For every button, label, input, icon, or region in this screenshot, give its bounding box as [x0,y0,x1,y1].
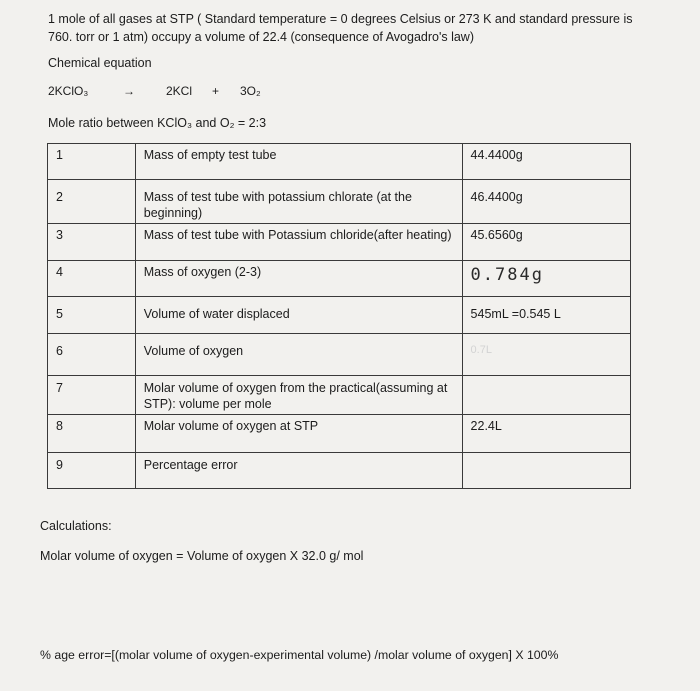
equation-reactant: 2KClO₃ [48,84,89,98]
row-number: 1 [48,144,136,180]
row-description: Mass of empty test tube [135,144,462,180]
data-table [47,143,631,489]
row-number: 9 [48,453,136,489]
row-value: 44.4400g [462,144,630,180]
equation-product-1: 2KCl [166,84,193,98]
row-description: Mass of test tube with potassium chlorate (at the beginning) [135,180,462,224]
handwritten-value: 0.784g [462,261,630,297]
row-description: Molar volume of oxygen at STP [135,415,462,453]
percent-error-formula: % age error=[(molar volume of oxygen-experimental volume) /molar volume of oxygen] X 100% [40,648,559,662]
row-description: Mass of test tube with Potassium chloride(after heating) [135,224,462,261]
intro-line-2: 760. torr or 1 atm) occupy a volume of 22.4 (consequence of Avogadro's law) [48,30,475,44]
row-description: Volume of oxygen [135,334,462,376]
table-row [48,144,631,180]
intro-line-1: 1 mole of all gases at STP ( Standard temperature = 0 degrees Celsius or 273 K and standard pressure is [48,12,633,26]
row-value: 22.4L [462,415,630,453]
row-number: 6 [48,334,136,376]
row-number: 8 [48,415,136,453]
row-number: 2 [48,180,136,224]
row-description: Percentage error [135,453,462,489]
table-row [48,453,631,489]
row-value [462,376,630,415]
faint-value: 0.7L [462,334,630,376]
equation-plus: + [212,84,220,98]
equation-product-2: 3O₂ [240,84,261,98]
table-row [48,224,631,261]
chemical-equation-label: Chemical equation [48,56,152,70]
row-number: 5 [48,297,136,334]
row-description: Molar volume of oxygen from the practical(assuming at STP): volume per mole [135,376,462,415]
row-description: Mass of oxygen (2-3) [135,261,462,297]
row-value [462,453,630,489]
row-value: 545mL =0.545 L [462,297,630,334]
mole-ratio: Mole ratio between KClO₃ and O₂ = 2:3 [48,116,267,130]
table-row [48,376,631,415]
row-number: 3 [48,224,136,261]
row-value: 45.6560g [462,224,630,261]
molar-volume-formula: Molar volume of oxygen = Volume of oxygen X 32.0 g/ mol [40,549,364,563]
table-row [48,261,631,297]
calculations-label: Calculations: [40,519,112,533]
equation-arrow: → [123,84,135,98]
table-row [48,297,631,334]
table-row [48,334,631,376]
table-row [48,415,631,453]
row-number: 7 [48,376,136,415]
row-number: 4 [48,261,136,297]
row-description: Volume of water displaced [135,297,462,334]
table-row [48,180,631,224]
intro-text [48,10,678,46]
row-value: 46.4400g [462,180,630,224]
